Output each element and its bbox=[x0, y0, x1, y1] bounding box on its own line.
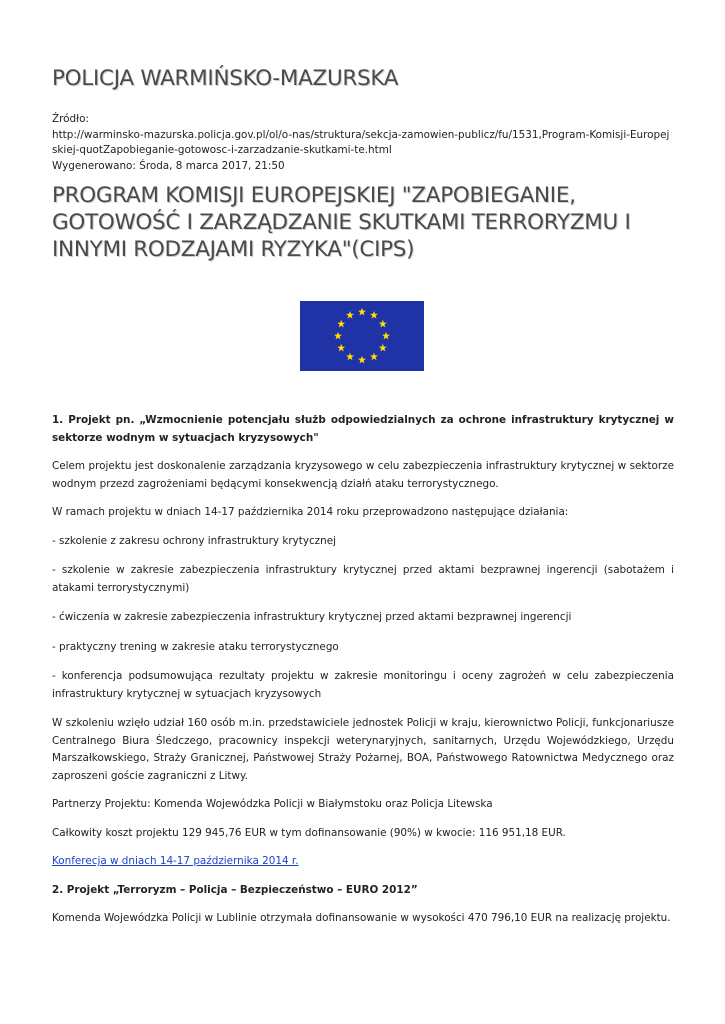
document-title: PROGRAM KOMISJI EUROPEJSKIEJ "ZAPOBIEGANIE, GOTOWOŚĆ I ZARZĄDZANIE SKUTKAMI TERRORYZMU I INNYMI RODZAJAMI RYZYKA"(CIPS) bbox=[52, 183, 631, 262]
source-url: http://warminsko-mazurska.policja.gov.pl/ol/o-nas/struktura/sekcja-zamowien-publicz/fu/1531,Program-Komisji-Europejskiej-quotZapobieganie-gotowosc-i-zarzadzanie-skutkami-te.html bbox=[52, 128, 670, 156]
participants-paragraph: W szkoleniu wzięło udział 160 osób m.in. przedstawiciele jednostek Policji w kraju, kierownictwo Policji, funkcjonariusze Centralnego Biura Śledczego, pracownicy inspekcji weterynaryjnych, sanitarnych, Urzędu Wojewódzkiego, Urzędu Marszałkowskiego, Straży Granicznej, Państwowej Straży Pożarnej, BOA, Państwowego Ratownictwa Medycznego oraz zaproszeni goście zagraniczni z Litwy. bbox=[52, 717, 674, 782]
activity-item: - ćwiczenia w zakresie zabezpieczenia infrastruktury krytycznej przed aktami bezprawnej ingerencji bbox=[52, 611, 572, 623]
source-meta bbox=[52, 112, 674, 174]
source-label: Źródło: bbox=[52, 113, 89, 125]
project2-funding: Komenda Wojewódzka Policji w Lublinie otrzymała dofinansowanie w wysokości 470 796,10 EUR na realizację projektu. bbox=[52, 912, 671, 924]
conference-link[interactable]: Konferecja w dniach 14-17 października 2014 r. bbox=[52, 855, 299, 867]
project2-heading: 2. Projekt „Terroryzm – Policja – Bezpieczeństwo – EURO 2012” bbox=[52, 883, 418, 896]
project1-intro: W ramach projektu w dniach 14-17 października 2014 roku przeprowadzono następujące działania: bbox=[52, 506, 569, 518]
eu-flag-icon bbox=[300, 301, 424, 371]
project1-heading: 1. Projekt pn. „Wzmocnienie potencjału służb odpowiedzialnych za ochrone infrastruktury krytycznej w sektorze wodnym w sytuacjach kryzysowych" bbox=[52, 414, 674, 444]
article-content bbox=[52, 412, 674, 939]
project1-goal: Celem projektu jest doskonalenie zarządzania kryzysowego w celu zabezpieczenia infrastruktury krytycznej w sektorze wodnym przezd zagrożeniami będącymi konsekwencją działń ataku terrorystycznego. bbox=[52, 460, 674, 490]
activity-item: - konferencja podsumowująca rezultaty projektu w zakresie monitoringu i oceny zagrożeń w celu zabezpieczenia infrastruktury krytycznej w sytuacjach kryzysowych bbox=[52, 670, 674, 700]
conference-link-paragraph bbox=[52, 853, 674, 871]
partners-paragraph: Partnerzy Projektu: Komenda Wojewódzka Policji w Białymstoku oraz Policja Litewska bbox=[52, 798, 493, 810]
activity-item: - szkolenie w zakresie zabezpieczenia infrastruktury krytycznej przed aktami bezprawnej ingerencji (sabotażem i atakami terrorystycznymi) bbox=[52, 564, 674, 594]
activity-item: - praktyczny trening w zakresie ataku terrorystycznego bbox=[52, 640, 339, 653]
site-title: POLICJA WARMIŃSKO-MAZURSKA bbox=[52, 66, 399, 91]
activity-item: - szkolenie z zakresu ochrony infrastruktury krytycznej bbox=[52, 534, 337, 547]
generated-date: Wygenerowano: Środa, 8 marca 2017, 21:50 bbox=[52, 159, 285, 172]
cost-paragraph: Całkowity koszt projektu 129 945,76 EUR w tym dofinansowanie (90%) w kwocie: 116 951,18 EUR. bbox=[52, 826, 566, 839]
